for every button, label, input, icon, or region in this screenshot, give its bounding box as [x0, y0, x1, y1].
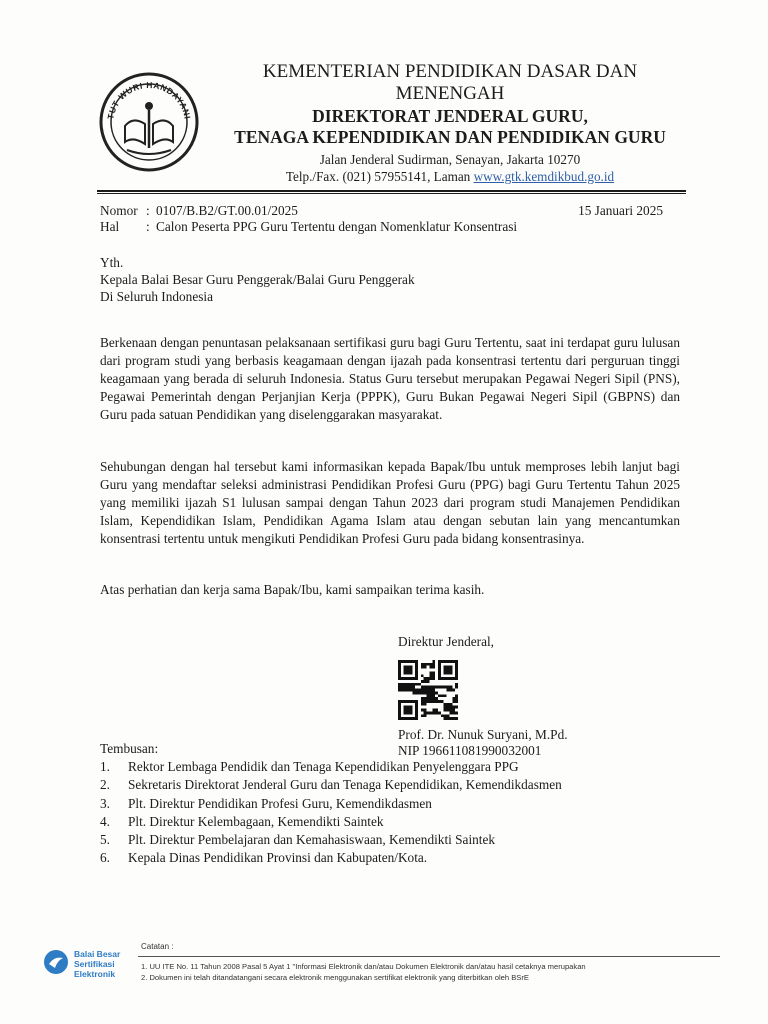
nomor-colon: :	[146, 203, 150, 218]
signatory-name: Prof. Dr. Nunuk Suryani, M.Pd.	[398, 727, 568, 742]
footer-divider	[138, 956, 720, 957]
footer-note-1: 1. UU ITE No. 11 Tahun 2008 Pasal 5 Ayat 1 "Informasi Elektronik dan/atau Dokumen Elektronik dan/atau hasil cetaknya merupakan	[141, 962, 586, 971]
letter-date: 15 Januari 2025	[578, 203, 663, 218]
list-item: 5. Plt. Direktur Pembelajaran dan Kemahasiswaan, Kemendikti Saintek	[100, 832, 496, 848]
salutation: Yth.	[100, 255, 124, 270]
body-paragraph-3: Atas perhatian dan kerja sama Bapak/Ibu, kami sampaikan terima kasih.	[100, 582, 485, 597]
nomor-label: Nomor	[100, 203, 138, 218]
list-item: 1. Rektor Lembaga Pendidik dan Tenaga Kependidikan Penyelenggara PPG	[100, 759, 519, 774]
recipient-line2: Di Seluruh Indonesia	[100, 289, 214, 304]
recipient-line1: Kepala Balai Besar Guru Penggerak/Balai Guru Penggerak	[100, 272, 415, 287]
body-paragraph-2: Sehubungan dengan hal tersebut kami informasikan kepada Bapak/Ibu untuk memproses lebih lanjut bagi Guru yang mendaftar seleksi administrasi Pendidikan Profesi Guru (PPG) bagi Guru Tertentu Tahun 2025 yang memiliki ijazah S1 lulusan sampai dengan Tahun 2023 dari program studi Manajemen Pendidikan Islam, Kependidikan Islam, Pendidikan Agama Islam atau dengan sebutan lain yang mencantumkan konsentrasi tertentu untuk mengikuti Pendidikan Profesi Guru pada bidang konsentrasinya.	[100, 459, 680, 546]
qr-code-icon	[398, 660, 458, 720]
signatory-nip: NIP 196611081990032001	[398, 743, 542, 758]
letterhead-address: Jalan Jenderal Sudirman, Senayan, Jakarta 10270	[319, 152, 581, 167]
contact-phone: Telp./Fax. (021) 57955141, Laman	[285, 169, 474, 184]
body-paragraph-1: Berkenaan dengan penuntasan pelaksanaan sertifikasi guru bagi Guru Tertentu, saat ini terdapat guru lulusan dari program studi yang berbasis keagamaan dengan ijazah pada konsentrasi tertentu dari perguruan tinggi keagamaan yang berada di seluruh Indonesia. Status Guru tersebut merupakan Pegawai Negeri Sipil (PNS), Pegawai Pemerintah dengan Perjanjian Kerja (PPPK), Guru Bukan Pegawai Negeri Sipil (GBPNS) dan Guru pada satuan Pendidikan yang diselenggarakan masyarakat.	[100, 335, 680, 422]
list-item: 2. Sekretaris Direktorat Jenderal Guru dan Tenaga Kependidikan, Kemendikdasmen	[100, 777, 562, 793]
directorate-line1: DIREKTORAT JENDERAL GURU,	[312, 106, 588, 126]
hal-colon: :	[146, 219, 150, 234]
directorate-line2: TENAGA KEPENDIDIKAN DAN PENDIDIKAN GURU	[234, 127, 666, 147]
hal-value: Calon Peserta PPG Guru Tertentu dengan Nomenklatur Konsentrasi	[156, 219, 518, 234]
nomor-value: 0107/B.B2/GT.00.01/2025	[156, 203, 298, 218]
tembusan-list	[100, 758, 562, 868]
tembusan-label: Tembusan:	[100, 741, 159, 756]
footer-note-2: 2. Dokumen ini telah ditandatangani secara elektronik menggunakan sertifikat elektronik yang diterbitkan oleh BSrE	[141, 973, 529, 982]
letterhead-divider-thin	[97, 193, 686, 194]
list-item: 6. Kepala Dinas Pendidikan Provinsi dan Kabupaten/Kota.	[100, 850, 428, 866]
bsre-logo-icon	[42, 948, 70, 976]
hal-label: Hal	[100, 219, 120, 234]
ministry-line2: MENENGAH	[395, 83, 505, 104]
list-item: 4. Plt. Direktur Kelembagaan, Kemendikti Saintek	[100, 813, 384, 829]
footer-catatan-label: Catatan :	[141, 942, 174, 951]
letterhead-contact	[205, 170, 695, 183]
list-item: 3. Plt. Direktur Pendidikan Profesi Guru, Kemendikdasmen	[100, 795, 432, 811]
ministry-name	[205, 62, 695, 103]
bsre-wordmark: Balai Besar Sertifikasi Elektronik	[74, 949, 121, 979]
signatory-title: Direktur Jenderal,	[398, 634, 494, 649]
letterhead-divider	[97, 190, 686, 192]
ministry-line1: KEMENTERIAN PENDIDIKAN DASAR DAN	[262, 61, 638, 82]
website-link[interactable]: www.gtk.kemdikbud.go.id	[473, 169, 615, 184]
logo-motto: TUT WURI HANDAYANI	[105, 79, 193, 121]
tut-wuri-handayani-emblem-icon	[93, 66, 205, 178]
